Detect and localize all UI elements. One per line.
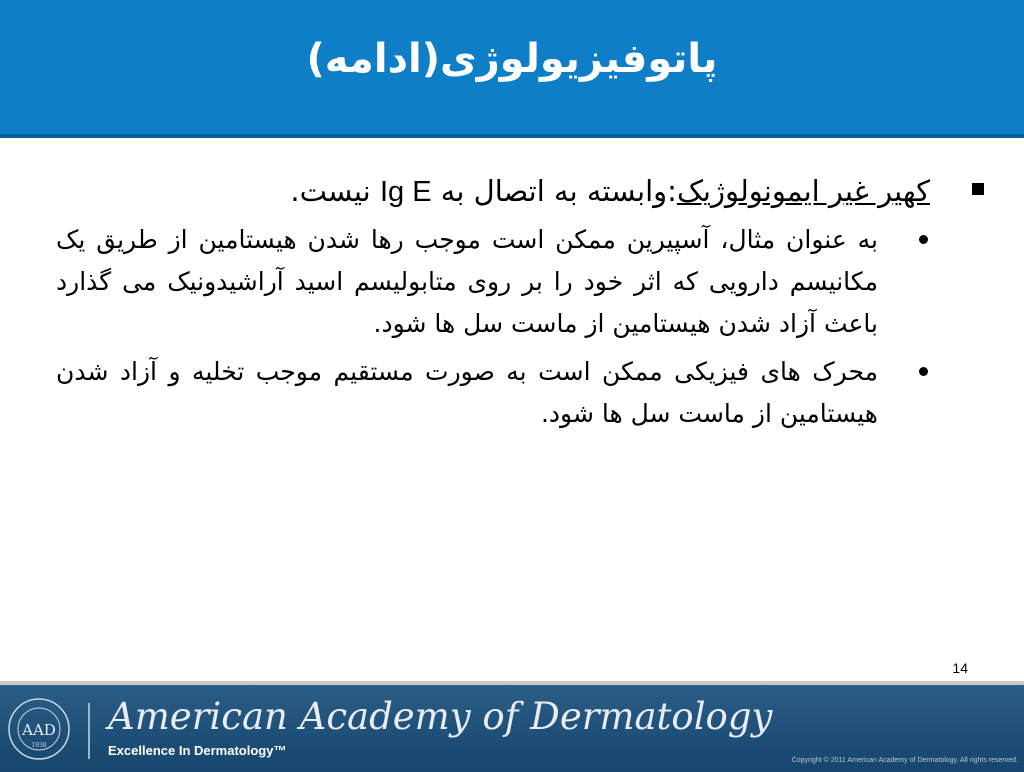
sub-bullet-text: به عنوان مثال، آسپیرین ممکن است موجب رها شدن هیستامین از طریق یک مکانیسم دارویی که اثر خود را بر روی متابولیسم اسید آراشیدونیک می گذارد باعث آزاد شدن هیستامین از ماست سل ها شود.	[56, 225, 878, 338]
bullet-term: کهیر غیر ایمونولوژیک	[676, 174, 930, 208]
sub-bullet	[56, 351, 988, 435]
slide-body	[56, 170, 988, 435]
svg-text:1938: 1938	[31, 742, 47, 749]
bullet-text-1: :وابسته به اتصال به	[431, 174, 677, 208]
title-bar	[0, 0, 1024, 138]
square-bullet-icon	[972, 183, 984, 195]
round-bullet-icon	[919, 367, 928, 376]
footer-divider	[88, 703, 90, 759]
aad-seal-icon	[7, 697, 71, 761]
bullet-main	[56, 170, 988, 213]
slide-title: پاتوفیزیولوژی(ادامه)	[306, 36, 718, 82]
svg-text:AAD: AAD	[22, 721, 56, 739]
sub-bullet	[56, 219, 988, 345]
footer-bar	[0, 681, 1024, 772]
bullet-latin: Ig E	[379, 176, 432, 208]
tagline: Excellence In Dermatology™	[108, 743, 287, 758]
sub-bullet-text: محرک های فیزیکی ممکن است به صورت مستقیم موجب تخلیه و آزاد شدن هیستامین از ماست سل ها شود.	[56, 357, 878, 428]
organization-name: American Academy of Dermatology	[108, 695, 773, 738]
round-bullet-icon	[919, 235, 928, 244]
copyright-text: Copyright © 2011 American Academy of Dermatology. All rights reserved.	[791, 757, 1018, 764]
bullet-text-2: نیست.	[290, 174, 380, 208]
page-number: 14	[952, 660, 968, 676]
